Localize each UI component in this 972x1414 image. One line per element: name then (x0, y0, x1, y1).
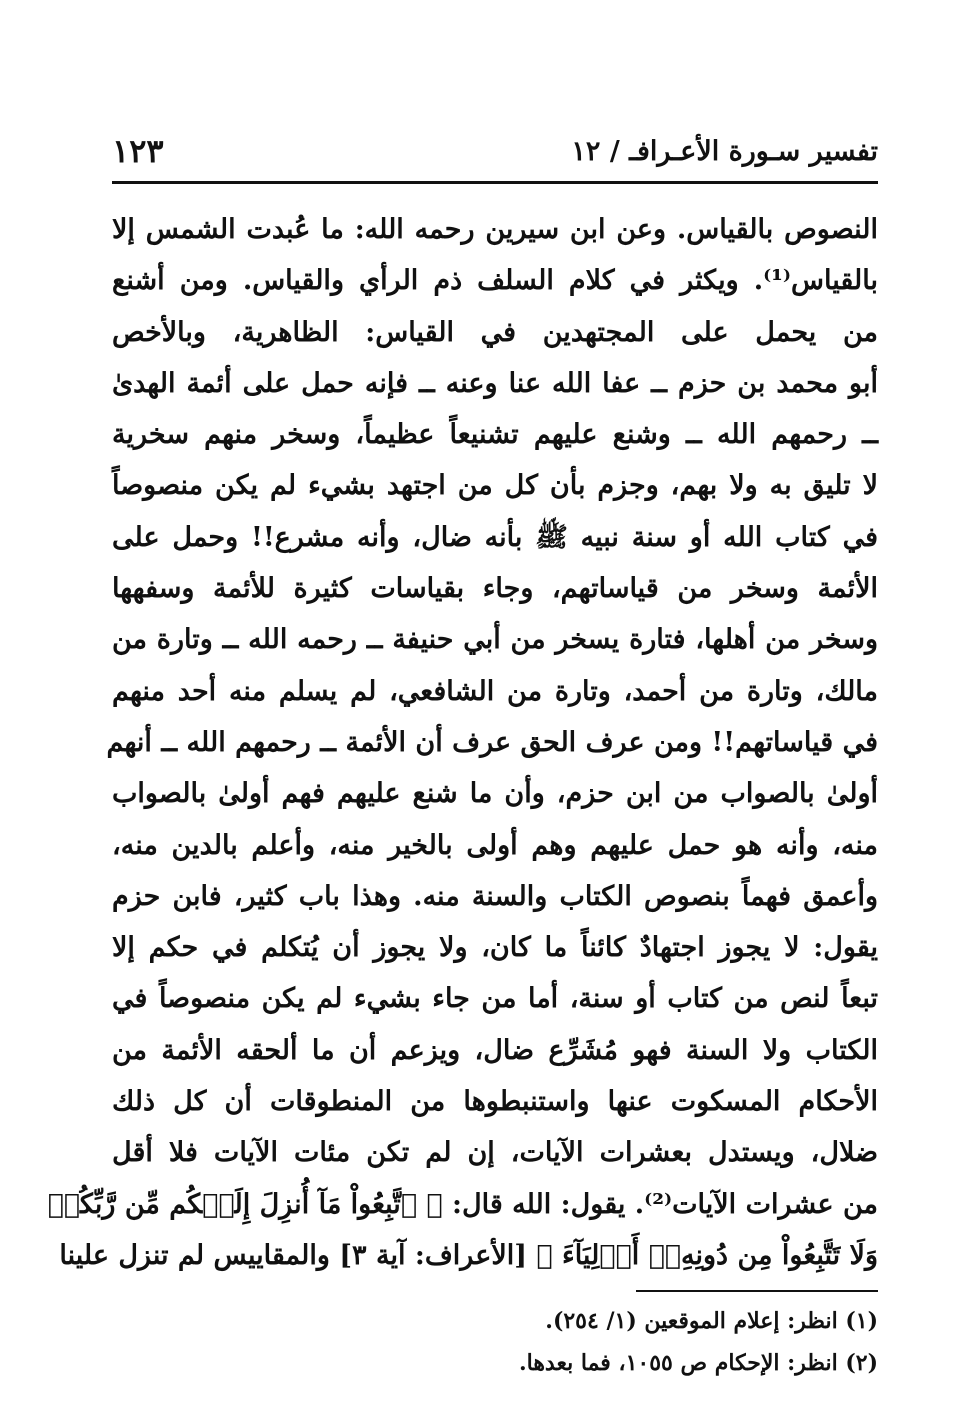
text-line: يقول: لا يجوز اجتهادٌ كائناً ما كان، ولا يجوز أن يُتكلم في حكم إلا (112, 932, 878, 964)
page-number: ١٢٣ (112, 132, 164, 170)
text-line: بالقياس⁽¹⁾. ويكثر في كلام السلف ذم الرأي والقياس. ومن أشنع (112, 265, 878, 297)
header-rule (112, 181, 878, 184)
text-line: ــ رحمهم الله ــ وشنع عليهم تشنيعاً عظيماً، وسخر منهم سخرية (112, 419, 878, 451)
footnote: (١) انظر: إعلام الموقعين (١/ ٢٥٤). (545, 1308, 878, 1334)
text-line: لا تليق به ولا بهم، وجزم بأن كل من اجتهد بشيء لم يكن منصوصاً (112, 470, 878, 502)
body-text (47, 204, 878, 1281)
text-line: أولىٰ بالصواب من ابن حزم، وأن ما شنع عليهم فهم أولىٰ بالصواب (112, 778, 878, 810)
text-line: الأحكام المسكوت عنها واستنبطوها من المنطوقات أن كل ذلك (112, 1086, 878, 1118)
text-line: النصوص بالقياس. وعن ابن سيرين رحمه الله: ما عُبدت الشمس إلا (112, 214, 878, 245)
page-header (112, 128, 878, 178)
text-line: وَلَا تَتَّبِعُواْ مِن دُونِهِۦٓ أَوۡلِيَآءَ ﴾ [الأعراف: آية ٣] والمقاييس لم تنزل علينا (59, 1239, 878, 1271)
text-line: الكتاب ولا السنة فهو مُشَرِّع ضال، ويزعم أن ما ألحقه الأئمة من (112, 1034, 878, 1066)
footnote-rule (636, 1290, 878, 1292)
text-line: من عشرات الآيات⁽²⁾. يقول: الله قال: ﴿ ٱتَّبِعُواْ مَآ أُنزِلَ إِلَيۡكُم مِّن رَّبِّكُمۡ (47, 1188, 878, 1220)
footnotes (112, 1300, 878, 1384)
text-line: منه، وأنه هو حمل عليهم وهم أولى بالخير منه، وأعلم بالدين منه، (112, 829, 878, 861)
text-line: في قياساتهم!! ومن عرف الحق عرف أن الأئمة ــ رحمهم الله ــ أنهم (106, 726, 878, 758)
text-line: وأعمق فهماً بنصوص الكتاب والسنة منه. وهذا باب كثير، فابن حزم (112, 880, 878, 912)
text-line: في كتاب الله أو سنة نبيه ﷺ بأنه ضال، وأنه مشرع!! وحمل على (112, 521, 878, 553)
running-title: تفسير سـورة الأعـرافـ / ١٢ (571, 136, 878, 167)
text-line: الأئمة وسخر من قياساتهم، وجاء بقياسات كثيرة للأئمة وسفهها (112, 573, 878, 605)
text-line: ضلال، ويستدل بعشرات الآيات، إن لم تكن مئات الآيات فلا أقل (112, 1137, 878, 1169)
text-line: أبو محمد بن حزم ــ عفا الله عنا وعنه ــ فإنه حمل على أئمة الهدىٰ (112, 367, 878, 399)
footnote: (٢) انظر: الإحكام ص ١٠٥٥، فما بعدها. (518, 1350, 878, 1376)
text-line: تبعاً لنص من كتاب أو سنة، أما من جاء بشيء لم يكن منصوصاً في (112, 983, 878, 1015)
text-line: مالك، وتارة من أحمد، وتارة من الشافعي، لم يسلم منه أحد منهم (112, 675, 878, 707)
text-line: من يحمل على المجتهدين في القياس: الظاهرية، وبالأخص (112, 316, 878, 348)
text-line: وسخر من أهلها، فتارة يسخر من أبي حنيفة ــ رحمه الله ــ وتارة من (112, 624, 878, 656)
